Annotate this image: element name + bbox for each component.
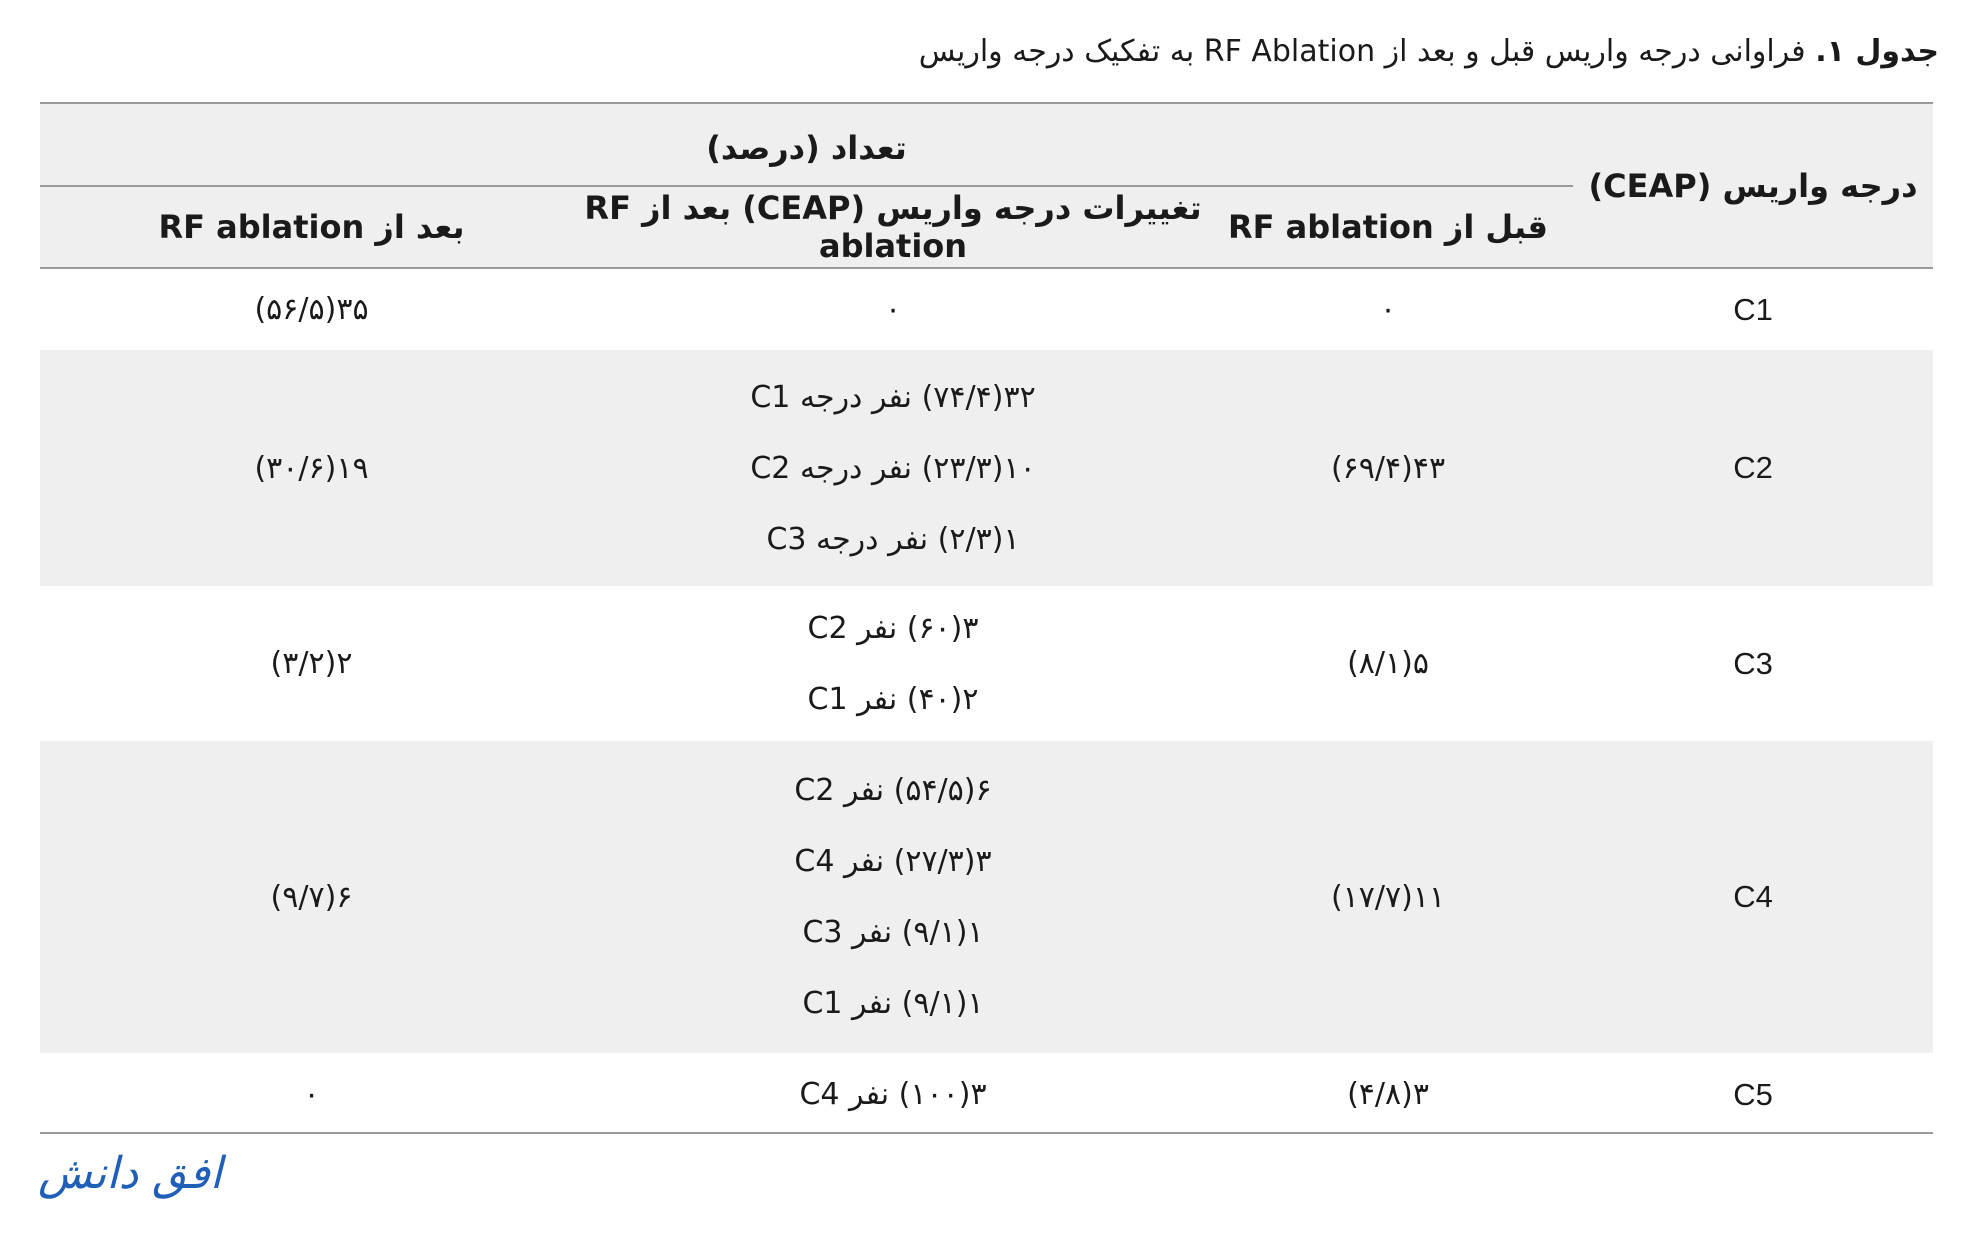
change-line: ۱(۲/۳) نفر درجه C3 bbox=[766, 521, 1020, 557]
cell-before: ۴۳(۶۹/۴) bbox=[1330, 450, 1446, 486]
cell-grade: C3 bbox=[1733, 645, 1773, 681]
header-changes: تغییرات درجه واریس (CEAP) بعد از RF ablation bbox=[583, 186, 1203, 268]
change-line: ۳(۶۰) نفر C2 bbox=[807, 610, 979, 646]
table-row bbox=[40, 268, 1933, 350]
cell-grade: C2 bbox=[1733, 450, 1773, 485]
change-line: ۳(۲۷/۳) نفر C4 bbox=[794, 844, 992, 879]
frequency-table bbox=[40, 102, 1933, 1134]
header-grade: درجه واریس (CEAP) bbox=[1573, 104, 1933, 268]
cell-before: ۵(۸/۱) bbox=[1347, 646, 1429, 681]
cell-after: ۳۵(۵۶/۵) bbox=[254, 292, 369, 327]
table-row bbox=[40, 1053, 1933, 1136]
change-line: ۱(۹/۱) نفر C1 bbox=[802, 986, 984, 1021]
cell-after: ۱۹(۳۰/۶) bbox=[254, 450, 369, 486]
cell-before: ۱۱(۱۷/۷) bbox=[1330, 879, 1446, 915]
cell-after: ۶(۹/۷) bbox=[270, 879, 353, 915]
cell-after: ۲(۳/۲) bbox=[270, 646, 353, 681]
cell-changes bbox=[583, 350, 1203, 586]
change-line: ۱۰(۲۳/۳) نفر درجه C2 bbox=[750, 450, 1036, 486]
journal-logo: افق دانش bbox=[38, 1148, 223, 1199]
cell-changes bbox=[583, 741, 1203, 1053]
header-after: بعد از RF ablation bbox=[40, 186, 583, 268]
change-line: ۳(۱۰۰) نفر C4 bbox=[799, 1077, 987, 1112]
caption-text: فراوانی درجه واریس قبل و بعد از RF Ablation به تفکیک درجه واریس bbox=[918, 34, 1806, 69]
data-table bbox=[40, 104, 1933, 1136]
table-row bbox=[40, 741, 1933, 1053]
table-row bbox=[40, 350, 1933, 586]
change-line: ۳۲(۷۴/۴) نفر درجه C1 bbox=[750, 379, 1036, 415]
cell-before: ۰ bbox=[1379, 292, 1397, 327]
cell-grade: C1 bbox=[1733, 291, 1773, 327]
header-count-group: تعداد (درصد) bbox=[706, 128, 907, 167]
cell-grade: C4 bbox=[1733, 879, 1773, 914]
table-caption bbox=[40, 30, 1939, 74]
cell-after: ۰ bbox=[303, 1077, 320, 1112]
header-before: قبل از RF ablation bbox=[1203, 186, 1573, 268]
table-row bbox=[40, 586, 1933, 741]
change-line: ۱(۹/۱) نفر C3 bbox=[802, 915, 984, 950]
change-line: ۰ bbox=[884, 292, 902, 327]
change-line: ۲(۴۰) نفر C1 bbox=[807, 681, 979, 717]
caption-label: جدول ۱. bbox=[1815, 34, 1939, 69]
cell-grade: C5 bbox=[1733, 1076, 1773, 1112]
change-line: ۶(۵۴/۵) نفر C2 bbox=[794, 773, 992, 808]
cell-before: ۳(۴/۸) bbox=[1347, 1077, 1429, 1112]
cell-changes bbox=[583, 268, 1203, 350]
cell-changes bbox=[583, 1053, 1203, 1136]
cell-changes bbox=[583, 586, 1203, 741]
